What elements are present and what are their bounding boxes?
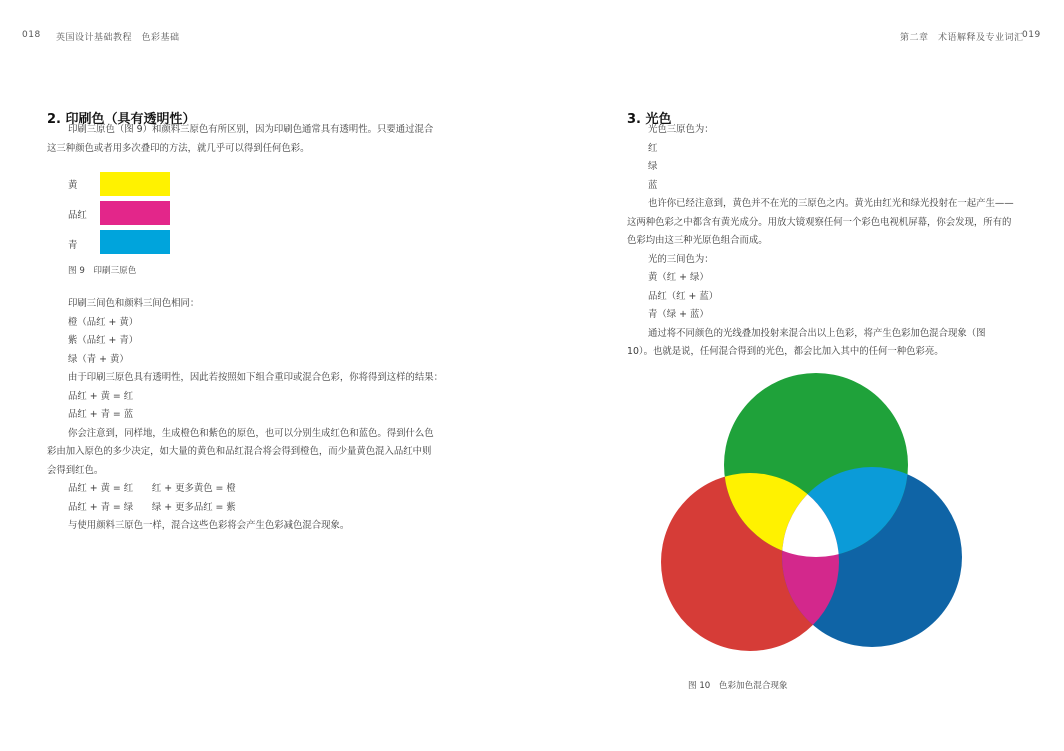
right-page-number: 019 bbox=[1022, 30, 1041, 40]
body-line: 品红 + 青 = 绿 绿 + 更多品红 = 紫 bbox=[68, 501, 236, 513]
left-running-title: 英国设计基础教程 色彩基础 bbox=[56, 33, 180, 43]
body-line: 绿 bbox=[648, 161, 658, 172]
section-title-print-colors: 2. 印刷色（具有透明性） bbox=[47, 112, 196, 127]
body-line: 红 bbox=[648, 142, 658, 154]
intro-line: 这三种颜色或者用多次叠印的方法，就几乎可以得到任何色彩。 bbox=[47, 142, 310, 154]
body-line: 紫（品红 + 青） bbox=[68, 335, 139, 346]
body-line: 蓝 bbox=[648, 179, 658, 191]
body-line: 色彩均由这三种光原色组合而成。 bbox=[627, 235, 768, 246]
swatch-label-magenta: 品红 bbox=[68, 210, 87, 221]
body-line: 品红 + 黄 = 红 bbox=[68, 390, 134, 402]
body-line: 与使用颜料三原色一样，混合这些色彩将会产生色彩减色混合现象。 bbox=[68, 520, 350, 531]
body-line: 橙（品红 + 黄） bbox=[68, 316, 139, 328]
section-title-light-colors: 3. 光色 bbox=[627, 112, 672, 127]
figure10-caption: 图 10 色彩加色混合现象 bbox=[688, 681, 788, 691]
swatch-label-cyan: 青 bbox=[68, 240, 78, 251]
body-line: 这两种色彩之中都含有黄光成分。用放大镜观察任何一个彩色电视机屏幕，你会发现，所有的 bbox=[627, 216, 1012, 228]
body-line: 通过将不同颜色的光线叠加投射来混合出以上色彩，将产生色彩加色混合现象（图 bbox=[648, 327, 986, 339]
body-line: 青（绿 + 蓝） bbox=[648, 309, 709, 320]
right-running-title: 第二章 术语解释及专业词汇 bbox=[900, 33, 1024, 43]
body-line: 品红 + 青 = 蓝 bbox=[68, 409, 134, 420]
body-line: 10）。也就是说，任何混合得到的光色，都会比加入其中的任何一种色彩亮。 bbox=[627, 346, 944, 357]
body-line: 也许你已经注意到，黄色并不在光的三原色之内。黄光由红光和绿光投射在一起产生—— bbox=[648, 198, 1014, 209]
body-line: 光的三间色为： bbox=[648, 253, 714, 265]
body-line: 品红（红 + 蓝） bbox=[648, 290, 719, 302]
body-line: 会得到红色。 bbox=[47, 464, 104, 476]
body-line: 绿（青 + 黄） bbox=[68, 353, 129, 365]
body-line: 光色三原色为： bbox=[648, 124, 714, 135]
figure9-caption: 图 9 印刷三原色 bbox=[68, 266, 137, 276]
intro-line: 印刷三原色（图 9）和颜料三原色有所区别，因为印刷色通常具有透明性。只要通过混合 bbox=[68, 124, 434, 135]
body-line: 品红 + 黄 = 红 红 + 更多黄色 = 橙 bbox=[68, 483, 236, 494]
left-page-number: 018 bbox=[22, 30, 41, 40]
swatch-label-yellow: 黄 bbox=[68, 180, 78, 191]
body-line: 由于印刷三原色具有透明性，因此若按照如下组合重印或混合色彩，你将得到这样的结果： bbox=[68, 372, 444, 383]
body-line: 印刷三间色和颜料三间色相同： bbox=[68, 298, 200, 309]
body-line: 黄（红 + 绿） bbox=[648, 272, 709, 283]
body-line: 彩由加入原色的多少决定，如大量的黄色和品红混合将会得到橙色，而少量黄色混入品红中则 bbox=[47, 446, 432, 457]
body-line: 你会注意到，同样地，生成橙色和紫色的原色，也可以分别生成红色和蓝色。得到什么色 bbox=[68, 427, 434, 439]
